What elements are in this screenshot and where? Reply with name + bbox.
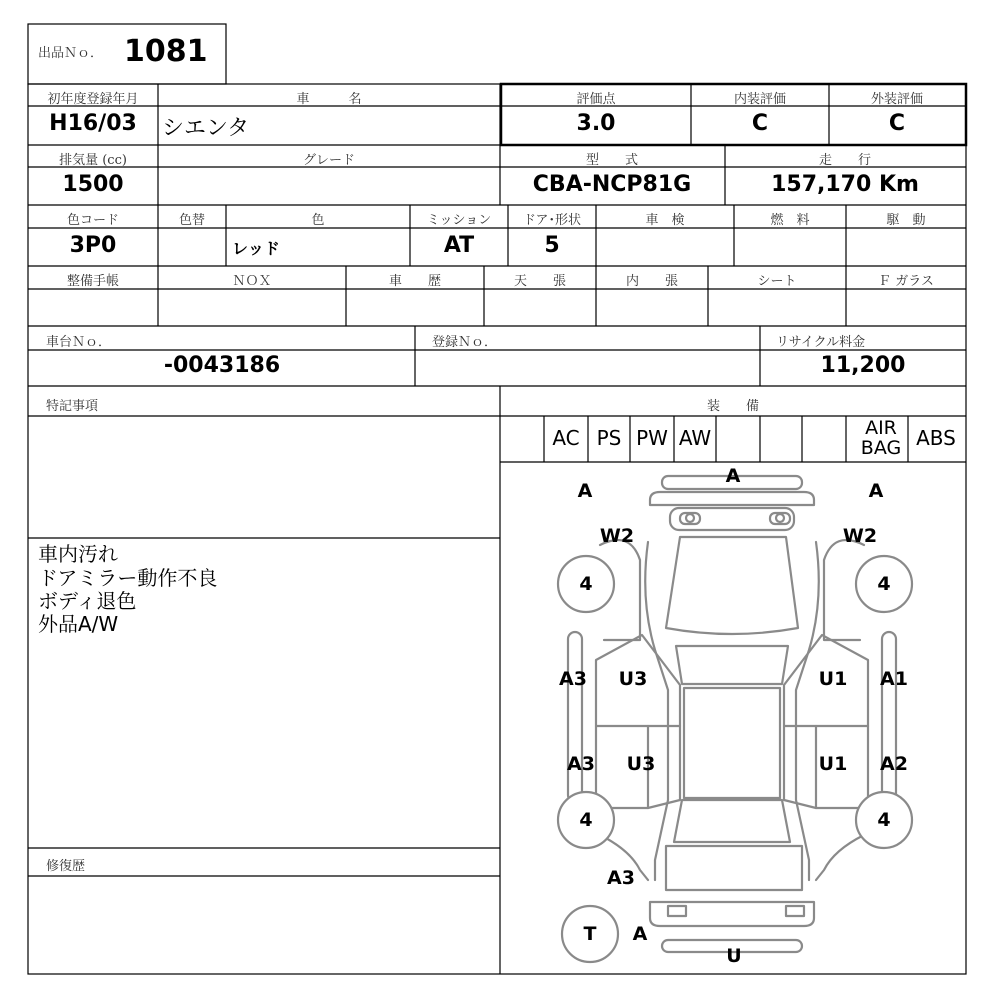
color-code-label: 色コード [66, 213, 120, 228]
damage-mark-right-rear-door: U1 [818, 753, 848, 775]
damage-mark-left-front-door: U3 [618, 668, 648, 690]
inspection-label: 車 検 [645, 213, 685, 228]
roof-lining-label: 天 張 [513, 274, 567, 289]
remark-line: ボディ退色 [38, 589, 137, 613]
displacement-value: 1500 [62, 172, 124, 197]
front-glass-label: Ｆ ガラス [878, 274, 934, 289]
lot-label: 出品Ｎｏ． [38, 46, 104, 61]
equipment-aw: AW [678, 426, 712, 450]
damage-mark-front-center: A [725, 465, 741, 487]
chassis-label: 車台Ｎｏ． [46, 335, 112, 350]
score-value: 3.0 [576, 111, 616, 136]
repaint-label: 色替 [178, 213, 206, 228]
car-name-label: 車 名 [296, 92, 362, 107]
color-label: 色 [311, 213, 325, 228]
interior-lining-label: 内 張 [625, 274, 679, 289]
remark-line: 外品A/W [38, 612, 119, 636]
mission-label: ミッション [426, 213, 492, 228]
damage-mark-left-front-sill: A3 [559, 668, 587, 690]
color-value: レッド [232, 239, 280, 258]
equipment-ps: PS [596, 426, 622, 450]
registration-label: 初年度登録年月 [47, 92, 139, 107]
model-code-label: 型 式 [585, 153, 639, 168]
damage-mark-front-left-corner: A [577, 480, 593, 502]
repair-history-label: 修復歴 [46, 859, 86, 874]
remark-line: 車内汚れ [38, 542, 118, 566]
recycle-fee-value: 11,200 [820, 353, 906, 378]
nox-label: ＮＯＸ [232, 274, 272, 289]
displacement-label: 排気量 (cc) [59, 153, 127, 168]
equipment-label: 装 備 [706, 399, 760, 414]
mileage-label: 走 行 [818, 153, 872, 168]
exterior-grade-label: 外装評価 [870, 92, 924, 107]
damage-mark-rear-left-corner: A [632, 923, 648, 945]
interior-grade-value: C [751, 111, 769, 136]
damage-mark-rear-bumper: U [726, 945, 742, 967]
damage-mark-right-front-door: U1 [818, 668, 848, 690]
damage-mark-left-fender: W2 [599, 525, 635, 547]
damage-mark-spare-tire: T [583, 923, 597, 945]
history-label: 車 歴 [388, 274, 442, 289]
equipment-airbag: AIR BAG [860, 417, 902, 459]
drive-label: 駆 動 [886, 213, 926, 228]
score-label: 評価点 [576, 92, 616, 107]
color-code-value: 3P0 [69, 233, 117, 258]
door-label: ドア･形状 [522, 213, 582, 228]
maintenance-label: 整備手帳 [66, 274, 120, 289]
damage-mark-left-rear-door: U3 [626, 753, 656, 775]
exterior-grade-value: C [888, 111, 906, 136]
seat-label: シート [757, 274, 797, 289]
damage-mark-front-right-wheel: 4 [877, 573, 891, 595]
remark-line: ドアミラー動作不良 [38, 566, 218, 590]
damage-mark-front-left-wheel: 4 [579, 573, 593, 595]
damage-mark-front-right-corner: A [868, 480, 884, 502]
recycle-fee-label: リサイクル料金 [776, 335, 866, 350]
mission-value: AT [443, 233, 475, 258]
car-name-value: シエンタ [162, 116, 250, 141]
lot-number: 1081 [124, 34, 208, 69]
equipment-pw: PW [636, 426, 668, 450]
chassis-value: -0043186 [163, 353, 281, 378]
equipment-ac: AC [552, 426, 580, 450]
damage-mark-rear-left-wheel: 4 [579, 809, 593, 831]
registration-no-label: 登録Ｎｏ． [432, 335, 498, 350]
mileage-value: 157,170 Km [771, 172, 919, 197]
damage-mark-right-front-sill: A1 [880, 668, 908, 690]
remarks-label: 特記事項 [46, 399, 99, 414]
damage-mark-rear-quarter: A3 [607, 867, 635, 889]
damage-mark-left-rear-sill: A3 [567, 753, 595, 775]
damage-mark-rear-right-wheel: 4 [877, 809, 891, 831]
model-code-value: CBA-NCP81G [532, 172, 692, 197]
registration-value: H16/03 [49, 111, 137, 136]
equipment-abs: ABS [916, 426, 956, 450]
grade-label: グレード [302, 153, 356, 168]
fuel-label: 燃 料 [770, 213, 810, 228]
damage-mark-right-rear-sill: A2 [880, 753, 908, 775]
door-value: 5 [544, 233, 560, 258]
damage-mark-right-fender: W2 [842, 525, 878, 547]
interior-grade-label: 内装評価 [733, 92, 787, 107]
